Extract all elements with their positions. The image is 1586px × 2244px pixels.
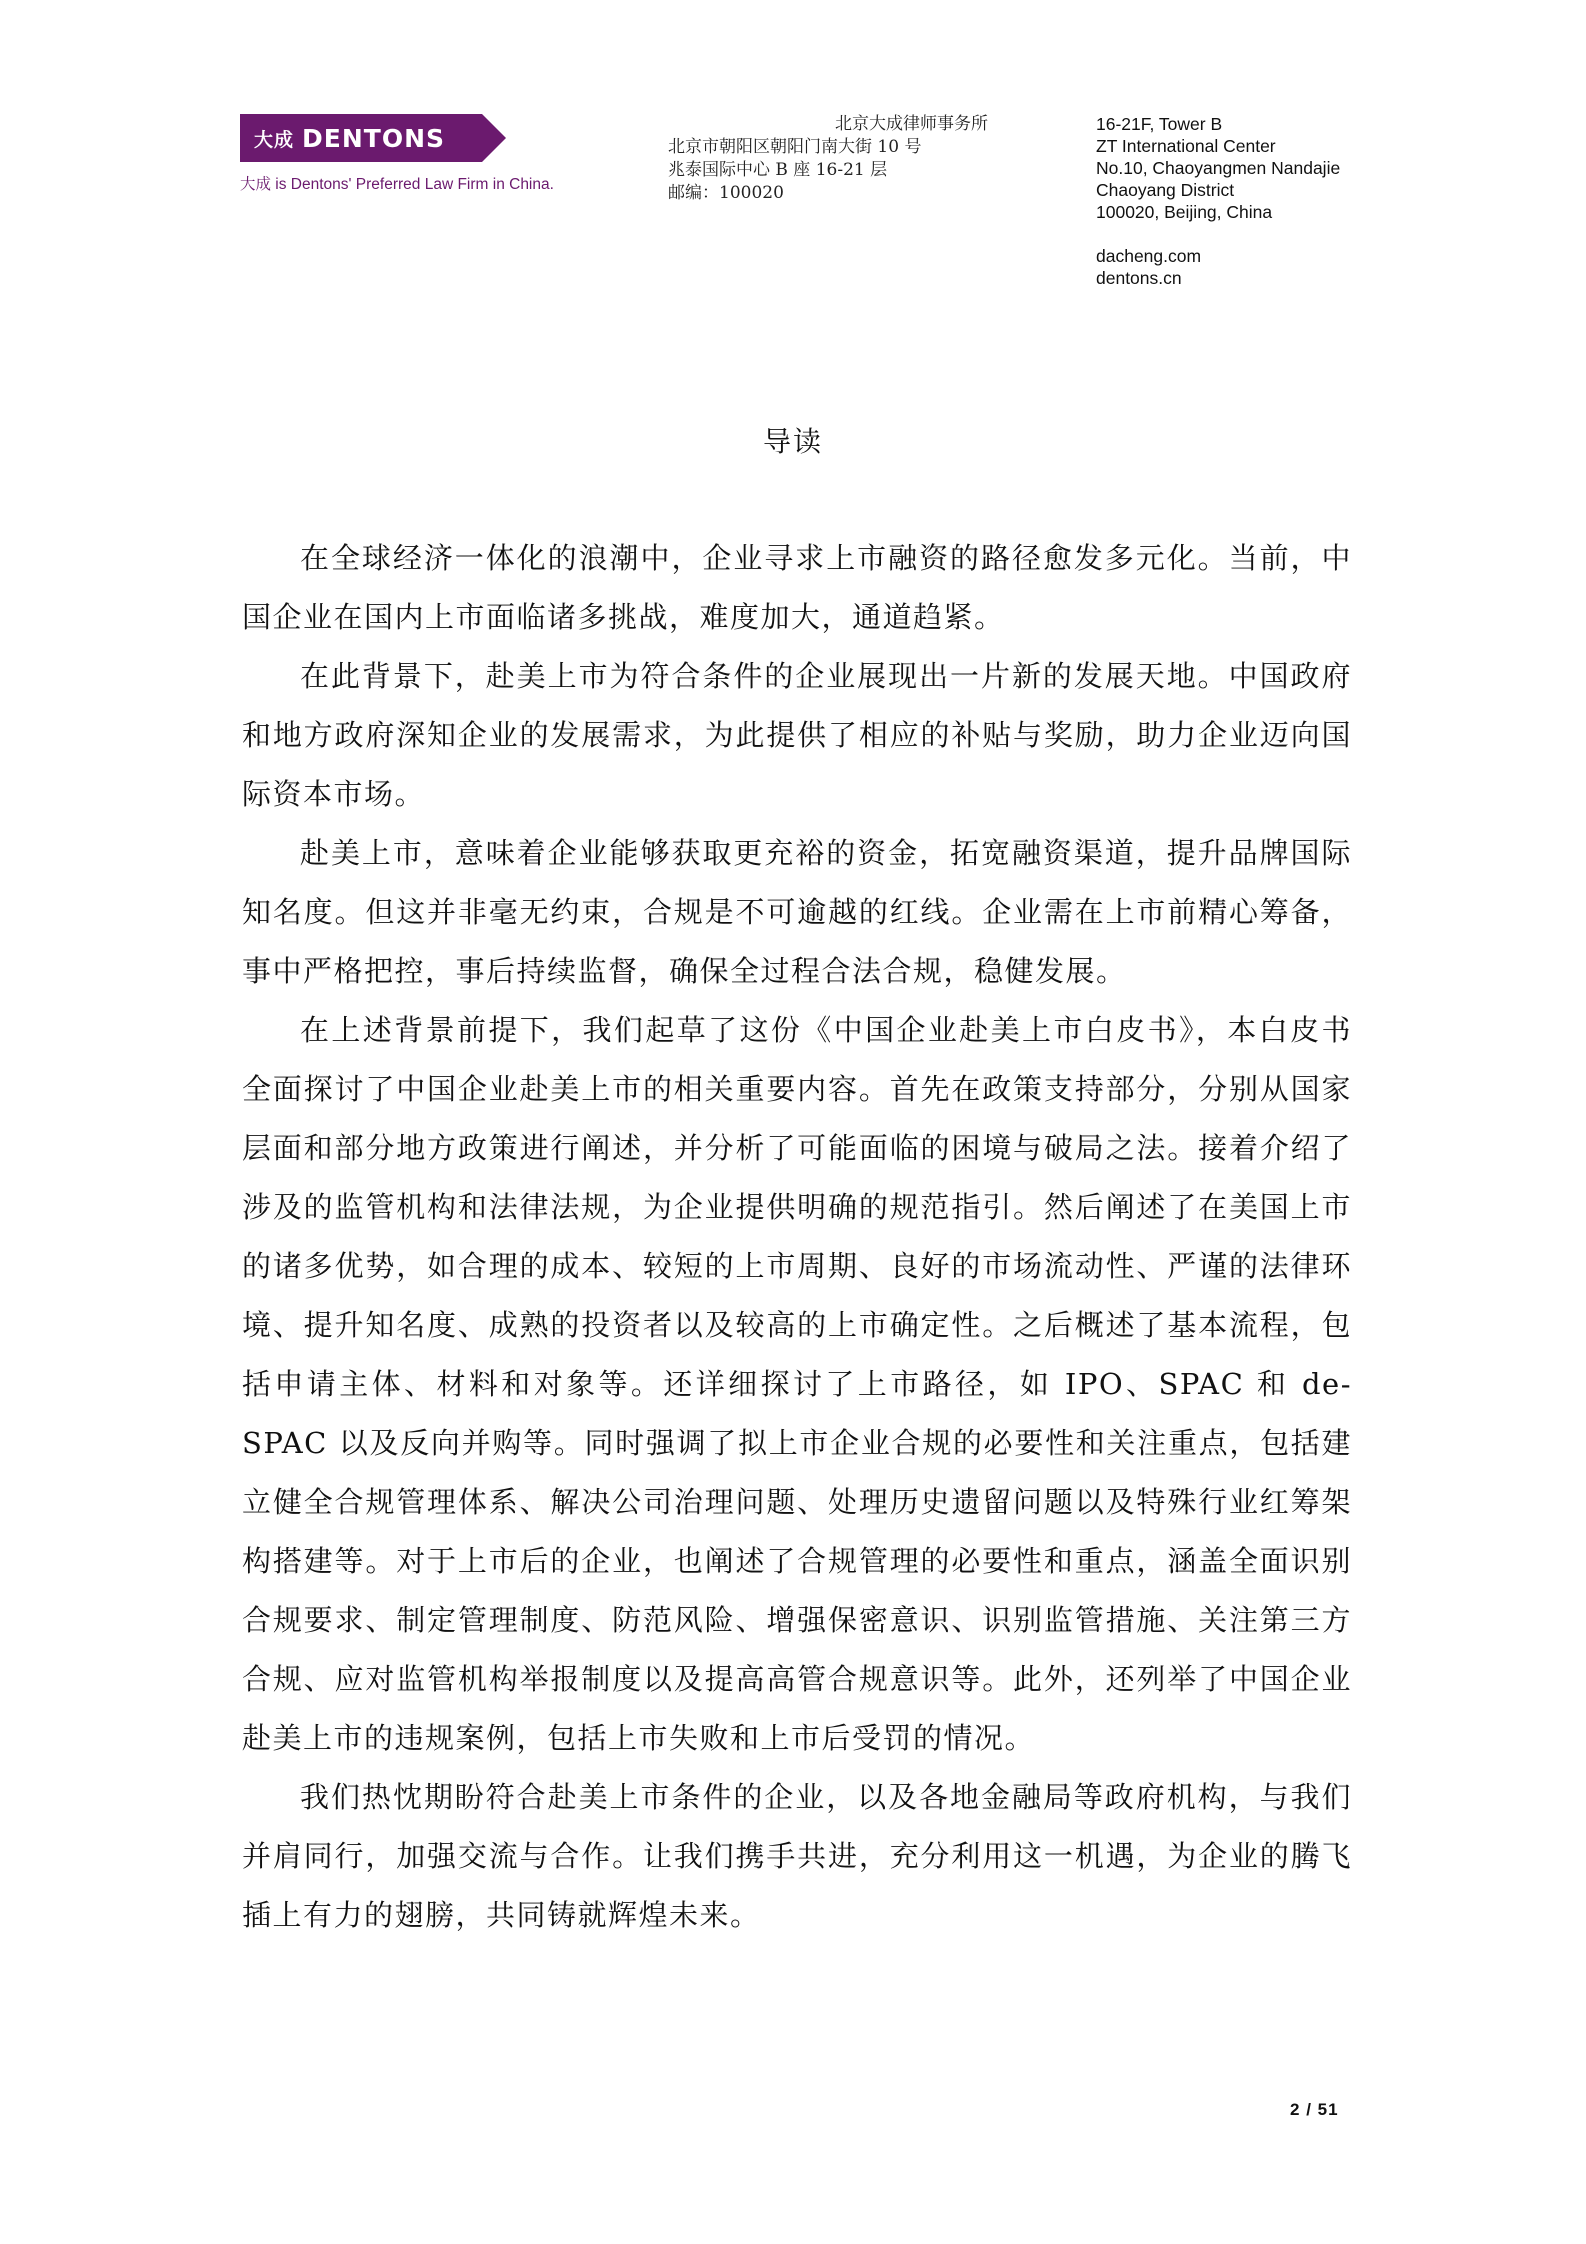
address-cn-line: 北京市朝阳区朝阳门南大街 10 号 bbox=[668, 137, 922, 157]
body-paragraph: 赴美上市，意味着企业能够获取更充裕的资金，拓宽融资渠道，提升品牌国际知名度。但这并非毫无约束，合规是不可逾越的红线。企业需在上市前精心筹备，事中严格把控，事后持续监督，确保全过程合法合规，稳健发展。 bbox=[242, 836, 1352, 988]
website-link[interactable]: dacheng.com bbox=[1096, 246, 1202, 266]
body-paragraph: 在此背景下，赴美上市为符合条件的企业展现出一片新的发展天地。中国政府和地方政府深知企业的发展需求，为此提供了相应的补贴与奖励，助力企业迈向国际资本市场。 bbox=[242, 659, 1352, 811]
document-body bbox=[242, 529, 1352, 1945]
body-paragraph: 在上述背景前提下，我们起草了这份《中国企业赴美上市白皮书》，本白皮书全面探讨了中国企业赴美上市的相关重要内容。首先在政策支持部分，分别从国家层面和部分地方政策进行阐述，并分析了可能面临的困境与破局之法。接着介绍了涉及的监管机构和法律法规，为企业提供明确的规范指引。然后阐述了在美国上市的诸多优势，如合理的成本、较短的上市周期、良好的市场流动性、严谨的法律环境、提升知名度、成熟的投资者以及较高的上市确定性。之后概述了基本流程，包括申请主体、材料和对象等。还详细探讨了上市路径，如 IPO、SPAC 和 de-SPAC 以及反向并购等。同时强调了拟上市企业合规的必要性和关注重点，包括建立健全合规管理体系、解决公司治理问题、处理历史遗留问题以及特殊行业红筹架构搭建等。对于上市后的企业，也阐述了合规管理的必要性和重点，涵盖全面识别合规要求、制定管理制度、防范风险、增强保密意识、识别监管措施、关注第三方合规、应对监管机构举报制度以及提高高管合规意识等。此外，还列举了中国企业赴美上市的违规案例，包括上市失败和上市后受罚的情况。 bbox=[242, 1013, 1352, 1755]
address-en-line: ZT International Center bbox=[1096, 136, 1276, 156]
address-cn-postcode: 邮编：100020 bbox=[668, 183, 784, 203]
address-en-line: 16-21F, Tower B bbox=[1096, 114, 1223, 134]
logo-tagline: 大成 is Dentons' Preferred Law Firm in China. bbox=[240, 176, 554, 193]
address-cn-line: 兆泰国际中心 B 座 16-21 层 bbox=[668, 160, 888, 180]
dentons-logo bbox=[240, 114, 590, 194]
address-en-line: 100020, Beijing, China bbox=[1096, 202, 1273, 222]
website-link[interactable]: dentons.cn bbox=[1096, 268, 1182, 288]
body-paragraph: 在全球经济一体化的浪潮中，企业寻求上市融资的路径愈发多元化。当前，中国企业在国内上市面临诸多挑战，难度加大，通道趋紧。 bbox=[242, 541, 1352, 634]
firm-name-cn: 北京大成律师事务所 bbox=[835, 114, 988, 134]
document-title: 导读 bbox=[762, 425, 823, 458]
logo-brand-name: DENTONS bbox=[302, 123, 446, 153]
address-chinese bbox=[668, 113, 988, 205]
logo-banner bbox=[240, 114, 482, 162]
address-en-line: No.10, Chaoyangmen Nandajie bbox=[1096, 158, 1341, 178]
page-current: 2 bbox=[1290, 2100, 1301, 2119]
page-separator: / bbox=[1306, 2100, 1312, 2119]
body-paragraph: 我们热忱期盼符合赴美上市条件的企业，以及各地金融局等政府机构，与我们并肩同行，加强交流与合作。让我们携手共进，充分利用这一机遇，为企业的腾飞插上有力的翅膀，共同铸就辉煌未来。 bbox=[242, 1780, 1352, 1932]
logo-cn-mark: 大成 bbox=[254, 128, 295, 151]
page-number bbox=[1290, 2100, 1339, 2120]
address-en-line: Chaoyang District bbox=[1096, 180, 1235, 200]
address-english bbox=[1096, 113, 1340, 289]
address-spacer bbox=[1096, 223, 1340, 245]
page-total: 51 bbox=[1317, 2100, 1339, 2119]
